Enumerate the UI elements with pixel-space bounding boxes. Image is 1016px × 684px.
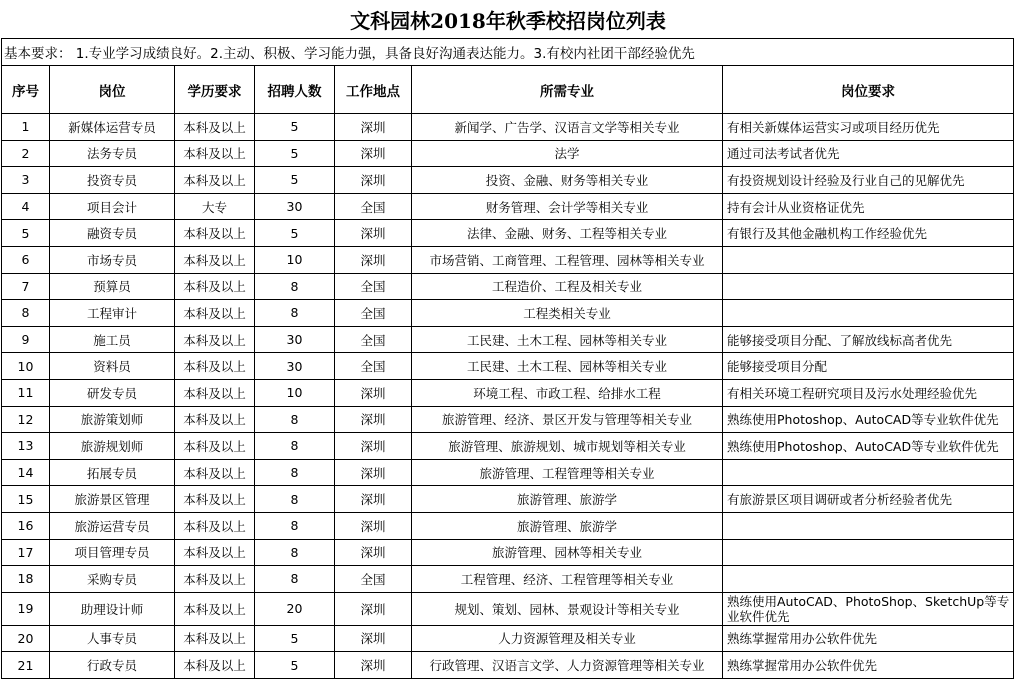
table-row: [2, 300, 1014, 327]
cell-location: 深圳: [335, 433, 412, 460]
cell-education: 本科及以上: [175, 300, 255, 327]
cell-headcount: 8: [255, 459, 335, 486]
cell-location: 深圳: [335, 406, 412, 433]
cell-index: 13: [2, 433, 50, 460]
cell-index: 17: [2, 539, 50, 566]
cell-location: 深圳: [335, 652, 412, 679]
cell-location: 深圳: [335, 592, 412, 625]
cell-education: 本科及以上: [175, 625, 255, 652]
cell-education: 本科及以上: [175, 566, 255, 593]
cell-major: 新闻学、广告学、汉语言文学等相关专业: [412, 114, 723, 141]
cell-position: 投资专员: [50, 167, 175, 194]
header-index: 序号: [2, 66, 50, 114]
header-row: [2, 66, 1014, 114]
cell-job-requirements: 有旅游景区项目调研或者分析经验者优先: [723, 486, 1014, 513]
cell-location: 全国: [335, 566, 412, 593]
table-row: [2, 625, 1014, 652]
header-location: 工作地点: [335, 66, 412, 114]
cell-index: 19: [2, 592, 50, 625]
cell-position: 旅游运营专员: [50, 512, 175, 539]
cell-job-requirements: 有银行及其他金融机构工作经验优先: [723, 220, 1014, 247]
cell-index: 5: [2, 220, 50, 247]
cell-index: 7: [2, 273, 50, 300]
header-major: 所需专业: [412, 66, 723, 114]
cell-major: 规划、策划、园林、景观设计等相关专业: [412, 592, 723, 625]
cell-index: 3: [2, 167, 50, 194]
cell-index: 10: [2, 353, 50, 380]
cell-education: 本科及以上: [175, 486, 255, 513]
cell-major: 人力资源管理及相关专业: [412, 625, 723, 652]
cell-location: 深圳: [335, 140, 412, 167]
cell-headcount: 5: [255, 652, 335, 679]
cell-headcount: 8: [255, 273, 335, 300]
cell-position: 人事专员: [50, 625, 175, 652]
cell-index: 15: [2, 486, 50, 513]
cell-job-requirements: [723, 566, 1014, 593]
cell-major: 旅游管理、旅游学: [412, 486, 723, 513]
cell-location: 深圳: [335, 220, 412, 247]
cell-location: 全国: [335, 326, 412, 353]
table-row: [2, 193, 1014, 220]
cell-position: 助理设计师: [50, 592, 175, 625]
cell-headcount: 8: [255, 512, 335, 539]
cell-job-requirements: 熟练掌握常用办公软件优先: [723, 652, 1014, 679]
cell-education: 本科及以上: [175, 273, 255, 300]
cell-location: 深圳: [335, 625, 412, 652]
header-headcount: 招聘人数: [255, 66, 335, 114]
cell-location: 全国: [335, 300, 412, 327]
cell-index: 14: [2, 459, 50, 486]
cell-job-requirements: 熟练使用Photoshop、AutoCAD等专业软件优先: [723, 433, 1014, 460]
cell-headcount: 30: [255, 193, 335, 220]
cell-major: 法律、金融、财务、工程等相关专业: [412, 220, 723, 247]
cell-headcount: 5: [255, 625, 335, 652]
cell-job-requirements: 通过司法考试者优先: [723, 140, 1014, 167]
cell-education: 本科及以上: [175, 379, 255, 406]
requirements-row: [2, 39, 1014, 66]
cell-location: 深圳: [335, 246, 412, 273]
cell-job-requirements: 熟练使用AutoCAD、PhotoShop、SketchUp等专业软件优先: [723, 592, 1014, 625]
cell-location: 深圳: [335, 114, 412, 141]
cell-job-requirements: [723, 512, 1014, 539]
cell-location: 深圳: [335, 512, 412, 539]
cell-job-requirements: [723, 246, 1014, 273]
cell-major: 工程造价、工程及相关专业: [412, 273, 723, 300]
cell-location: 全国: [335, 353, 412, 380]
table-row: [2, 433, 1014, 460]
cell-index: 11: [2, 379, 50, 406]
cell-headcount: 8: [255, 566, 335, 593]
cell-position: 采购专员: [50, 566, 175, 593]
cell-major: 工民建、土木工程、园林等相关专业: [412, 353, 723, 380]
cell-job-requirements: 能够接受项目分配、了解放线标高者优先: [723, 326, 1014, 353]
cell-major: 工程类相关专业: [412, 300, 723, 327]
table-row: [2, 512, 1014, 539]
cell-index: 18: [2, 566, 50, 593]
cell-position: 市场专员: [50, 246, 175, 273]
cell-position: 项目管理专员: [50, 539, 175, 566]
header-position: 岗位: [50, 66, 175, 114]
cell-location: 全国: [335, 193, 412, 220]
cell-index: 9: [2, 326, 50, 353]
table-row: [2, 406, 1014, 433]
table-row: [2, 167, 1014, 194]
cell-position: 旅游策划师: [50, 406, 175, 433]
cell-major: 投资、金融、财务等相关专业: [412, 167, 723, 194]
cell-job-requirements: 熟练掌握常用办公软件优先: [723, 625, 1014, 652]
cell-position: 法务专员: [50, 140, 175, 167]
cell-major: 旅游管理、园林等相关专业: [412, 539, 723, 566]
cell-position: 研发专员: [50, 379, 175, 406]
basic-requirements: 基本要求： 1.专业学习成绩良好。2.主动、积极、学习能力强，具备良好沟通表达能力。3.有校内社团干部经验优先: [2, 39, 1014, 66]
cell-headcount: 30: [255, 353, 335, 380]
table-row: [2, 326, 1014, 353]
cell-index: 4: [2, 193, 50, 220]
cell-headcount: 5: [255, 220, 335, 247]
cell-headcount: 10: [255, 379, 335, 406]
cell-position: 预算员: [50, 273, 175, 300]
cell-major: 旅游管理、旅游规划、城市规划等相关专业: [412, 433, 723, 460]
cell-job-requirements: 有相关环境工程研究项目及污水处理经验优先: [723, 379, 1014, 406]
cell-headcount: 30: [255, 326, 335, 353]
cell-education: 本科及以上: [175, 433, 255, 460]
cell-job-requirements: 有相关新媒体运营实习或项目经历优先: [723, 114, 1014, 141]
table-row: [2, 220, 1014, 247]
cell-headcount: 5: [255, 114, 335, 141]
cell-education: 本科及以上: [175, 406, 255, 433]
cell-position: 行政专员: [50, 652, 175, 679]
cell-education: 本科及以上: [175, 652, 255, 679]
table-row: [2, 592, 1014, 625]
cell-headcount: 20: [255, 592, 335, 625]
cell-headcount: 5: [255, 167, 335, 194]
cell-major: 旅游管理、经济、景区开发与管理等相关专业: [412, 406, 723, 433]
cell-position: 新媒体运营专员: [50, 114, 175, 141]
cell-education: 本科及以上: [175, 326, 255, 353]
cell-headcount: 5: [255, 140, 335, 167]
cell-education: 本科及以上: [175, 512, 255, 539]
cell-location: 深圳: [335, 459, 412, 486]
cell-position: 资料员: [50, 353, 175, 380]
cell-index: 2: [2, 140, 50, 167]
cell-education: 本科及以上: [175, 459, 255, 486]
table-row: [2, 566, 1014, 593]
cell-index: 21: [2, 652, 50, 679]
cell-location: 深圳: [335, 539, 412, 566]
table-row: [2, 539, 1014, 566]
cell-major: 旅游管理、工程管理等相关专业: [412, 459, 723, 486]
cell-position: 项目会计: [50, 193, 175, 220]
cell-index: 6: [2, 246, 50, 273]
table-row: [2, 140, 1014, 167]
cell-job-requirements: [723, 539, 1014, 566]
cell-position: 工程审计: [50, 300, 175, 327]
cell-position: 拓展专员: [50, 459, 175, 486]
cell-education: 大专: [175, 193, 255, 220]
table-row: [2, 353, 1014, 380]
cell-job-requirements: 熟练使用Photoshop、AutoCAD等专业软件优先: [723, 406, 1014, 433]
cell-major: 旅游管理、旅游学: [412, 512, 723, 539]
table-row: [2, 652, 1014, 679]
table-row: [2, 246, 1014, 273]
cell-job-requirements: [723, 273, 1014, 300]
cell-location: 深圳: [335, 486, 412, 513]
table-row: [2, 459, 1014, 486]
cell-education: 本科及以上: [175, 592, 255, 625]
cell-position: 旅游景区管理: [50, 486, 175, 513]
cell-job-requirements: 持有会计从业资格证优先: [723, 193, 1014, 220]
cell-major: 工程管理、经济、工程管理等相关专业: [412, 566, 723, 593]
cell-position: 融资专员: [50, 220, 175, 247]
cell-headcount: 8: [255, 406, 335, 433]
cell-headcount: 8: [255, 539, 335, 566]
table-row: [2, 379, 1014, 406]
cell-education: 本科及以上: [175, 114, 255, 141]
page-title: 文科园林2018年秋季校招岗位列表: [350, 9, 666, 33]
cell-major: 财务管理、会计学等相关专业: [412, 193, 723, 220]
cell-location: 深圳: [335, 379, 412, 406]
cell-index: 12: [2, 406, 50, 433]
cell-major: 市场营销、工商管理、工程管理、园林等相关专业: [412, 246, 723, 273]
cell-major: 环境工程、市政工程、给排水工程: [412, 379, 723, 406]
cell-headcount: 8: [255, 433, 335, 460]
positions-table: [1, 38, 1014, 679]
cell-index: 16: [2, 512, 50, 539]
cell-major: 行政管理、汉语言文学、人力资源管理等相关专业: [412, 652, 723, 679]
cell-headcount: 10: [255, 246, 335, 273]
cell-job-requirements: 有投资规划设计经验及行业自己的见解优先: [723, 167, 1014, 194]
cell-major: 法学: [412, 140, 723, 167]
table-row: [2, 114, 1014, 141]
cell-index: 1: [2, 114, 50, 141]
cell-index: 20: [2, 625, 50, 652]
cell-index: 8: [2, 300, 50, 327]
table-row: [2, 486, 1014, 513]
cell-education: 本科及以上: [175, 539, 255, 566]
cell-education: 本科及以上: [175, 353, 255, 380]
cell-job-requirements: 能够接受项目分配: [723, 353, 1014, 380]
cell-headcount: 8: [255, 300, 335, 327]
cell-position: 旅游规划师: [50, 433, 175, 460]
header-job-requirements: 岗位要求: [723, 66, 1014, 114]
cell-education: 本科及以上: [175, 220, 255, 247]
table-row: [2, 273, 1014, 300]
cell-job-requirements: [723, 459, 1014, 486]
cell-education: 本科及以上: [175, 167, 255, 194]
cell-location: 全国: [335, 273, 412, 300]
cell-education: 本科及以上: [175, 140, 255, 167]
header-education: 学历要求: [175, 66, 255, 114]
cell-job-requirements: [723, 300, 1014, 327]
cell-major: 工民建、土木工程、园林等相关专业: [412, 326, 723, 353]
cell-position: 施工员: [50, 326, 175, 353]
cell-location: 深圳: [335, 167, 412, 194]
cell-headcount: 8: [255, 486, 335, 513]
cell-education: 本科及以上: [175, 246, 255, 273]
